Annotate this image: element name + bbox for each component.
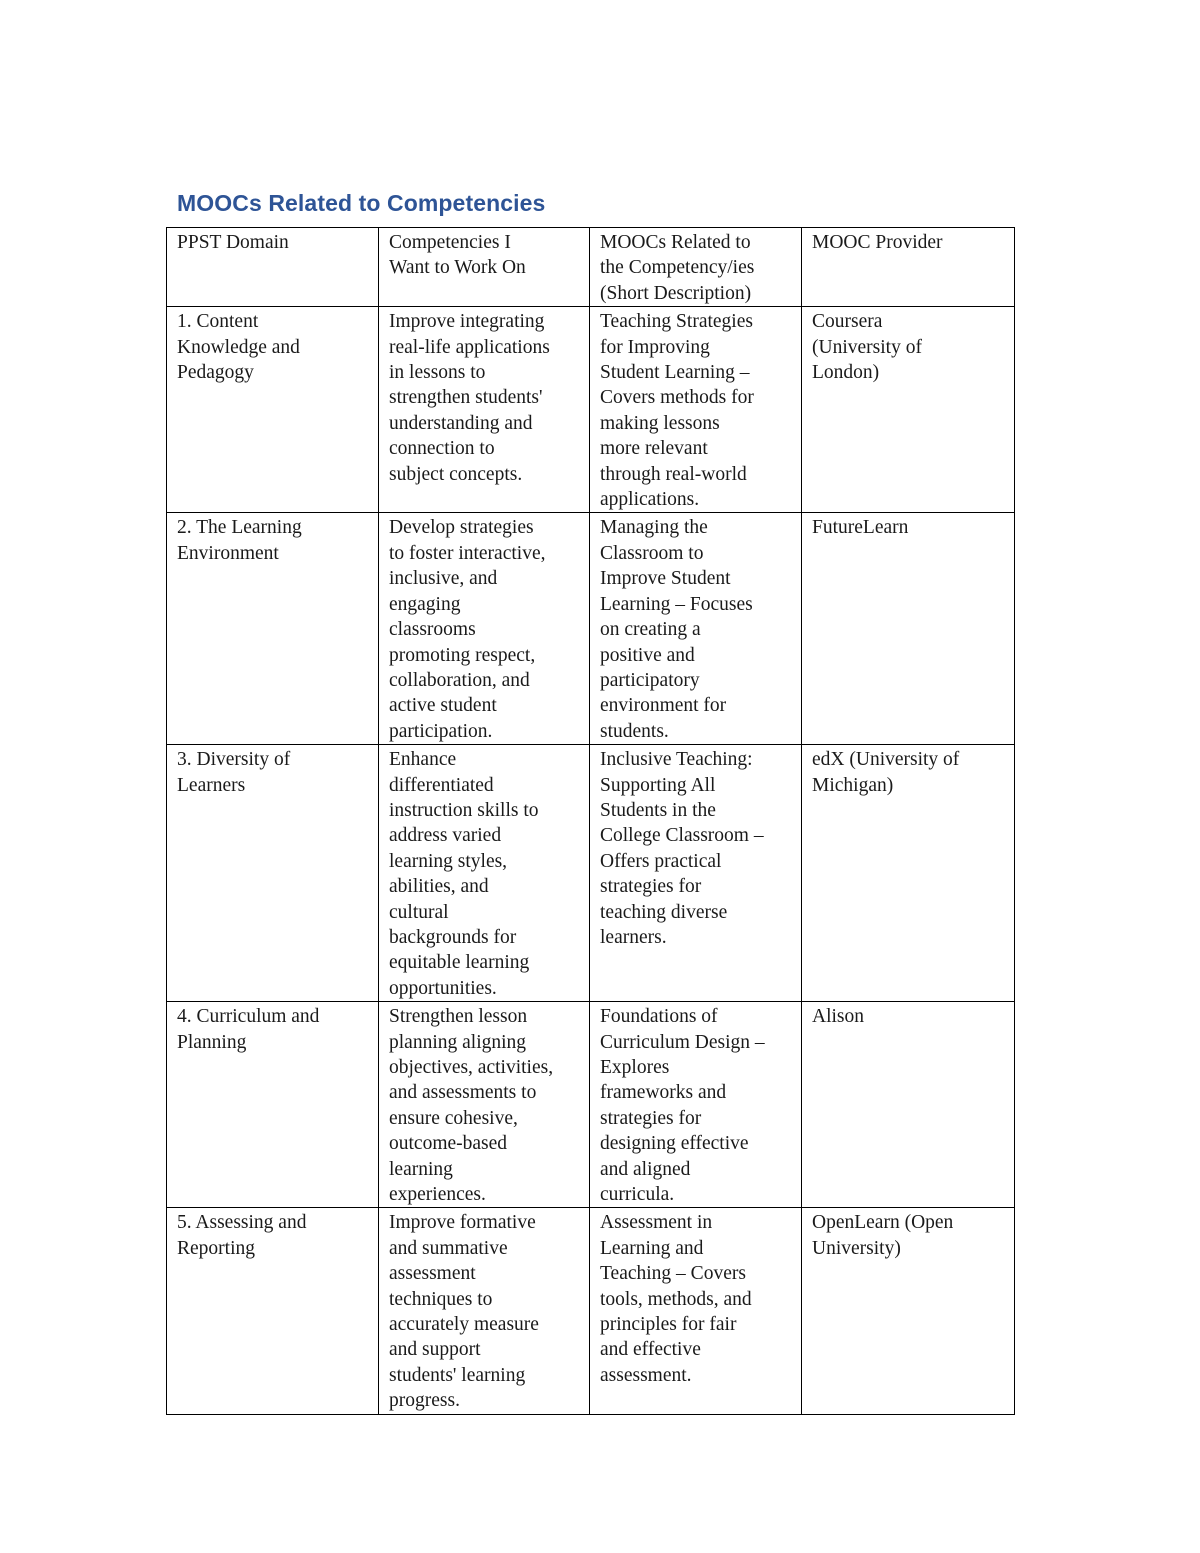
header-cell-mooc-provider: MOOC Provider — [802, 228, 1015, 307]
table-row — [167, 1208, 1015, 1414]
table-cell-provider: FutureLearn — [802, 513, 1015, 745]
header-cell-ppst-domain: PPST Domain — [167, 228, 379, 307]
table-cell-competency: Improve integrating real-life applications in lessons to strengthen students' understanding and connection to subject concepts. — [379, 307, 590, 513]
table-cell-competency: Develop strategies to foster interactive, inclusive, and engaging classrooms promoting respect, collaboration, and active student participation. — [379, 513, 590, 745]
table-cell-provider: Alison — [802, 1002, 1015, 1208]
table-cell-domain: 1. Content Knowledge and Pedagogy — [167, 307, 379, 513]
table-cell-provider: Coursera (University of London) — [802, 307, 1015, 513]
table-cell-mooc: Managing the Classroom to Improve Student Learning – Focuses on creating a positive and participatory environment for students. — [590, 513, 802, 745]
table-cell-provider: edX (University of Michigan) — [802, 745, 1015, 1002]
table-row — [167, 513, 1015, 745]
table-row — [167, 745, 1015, 1002]
header-cell-moocs-related: MOOCs Related to the Competency/ies (Short Description) — [590, 228, 802, 307]
table-cell-domain: 4. Curriculum and Planning — [167, 1002, 379, 1208]
table-row — [167, 1002, 1015, 1208]
table-cell-mooc: Assessment in Learning and Teaching – Covers tools, methods, and principles for fair and effective assessment. — [590, 1208, 802, 1414]
table-cell-domain: 5. Assessing and Reporting — [167, 1208, 379, 1414]
table-cell-mooc: Inclusive Teaching: Supporting All Students in the College Classroom – Offers practical strategies for teaching diverse learners. — [590, 745, 802, 1002]
document-heading: MOOCs Related to Competencies — [177, 190, 546, 216]
table-cell-competency: Strengthen lesson planning aligning objectives, activities, and assessments to ensure cohesive, outcome-based learning experiences. — [379, 1002, 590, 1208]
header-cell-competencies: Competencies I Want to Work On — [379, 228, 590, 307]
table-header-row — [167, 228, 1015, 307]
table-cell-mooc: Teaching Strategies for Improving Student Learning – Covers methods for making lessons more relevant through real-world applications. — [590, 307, 802, 513]
table-cell-competency: Enhance differentiated instruction skills to address varied learning styles, abilities, and cultural backgrounds for equitable learning opportunities. — [379, 745, 590, 1002]
table-row — [167, 307, 1015, 513]
table-cell-domain: 3. Diversity of Learners — [167, 745, 379, 1002]
table-cell-mooc: Foundations of Curriculum Design – Explores frameworks and strategies for designing effective and aligned curricula. — [590, 1002, 802, 1208]
table-cell-domain: 2. The Learning Environment — [167, 513, 379, 745]
mooc-table — [166, 227, 1015, 1415]
table-cell-competency: Improve formative and summative assessment techniques to accurately measure and support students' learning progress. — [379, 1208, 590, 1414]
table-cell-provider: OpenLearn (Open University) — [802, 1208, 1015, 1414]
